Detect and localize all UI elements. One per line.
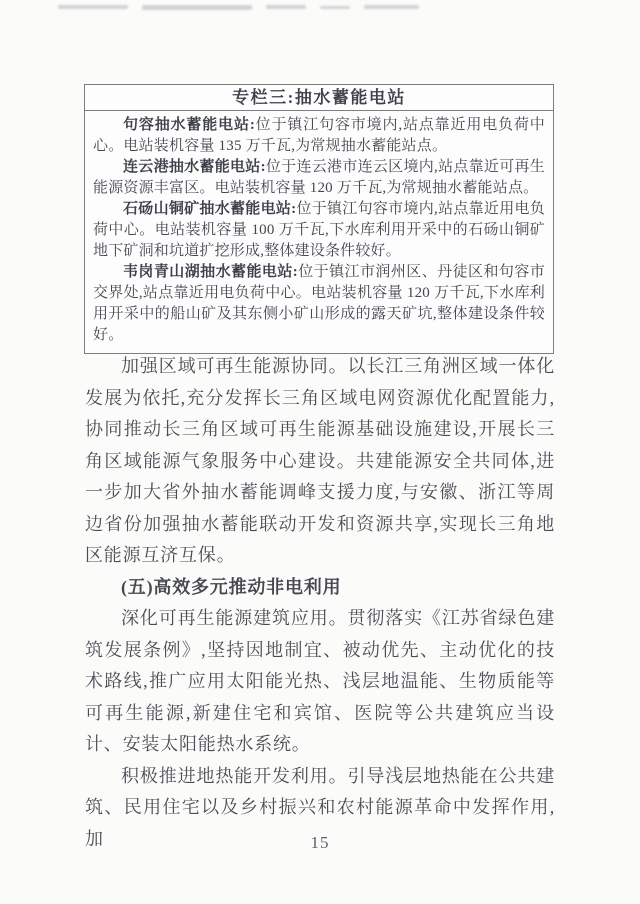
station-description: 位于镇江句容市境内,站点靠近用电负荷中心。电站装机容量 135 万千瓦,为常规抽水蓄能站点。 xyxy=(93,117,545,154)
station-entry xyxy=(93,262,545,346)
station-entry xyxy=(93,157,545,199)
body-content xyxy=(85,351,555,855)
station-name: 句容抽水蓄能电站: xyxy=(123,117,256,133)
body-paragraph-building-application: 深化可再生能源建筑应用。贯彻落实《江苏省绿色建筑发展条例》,坚持因地制宜、被动优先、主动优化的技术路线,推广应用太阳能光热、浅层地温能、生物质能等可再生能源,新建住宅和宾馆、医院等公共建筑应当设计、安装太阳能热水系统。 xyxy=(85,608,555,754)
page-number: 15 xyxy=(310,833,330,852)
scan-artifact-top xyxy=(58,3,448,11)
station-description: 位于镇江句容市境内,站点靠近用电负荷中心。电站装机容量 100 万千瓦,下水库利用开采中的石砀山铜矿地下矿洞和坑道扩挖形成,整体建设条件较好。 xyxy=(93,201,545,259)
station-name: 韦岗青山湖抽水蓄能电站: xyxy=(123,264,298,280)
station-entry xyxy=(93,115,545,157)
feature-box-body xyxy=(85,111,553,353)
station-name: 连云港抽水蓄能电站: xyxy=(123,159,266,175)
feature-box-pumped-storage xyxy=(84,84,554,354)
body-paragraph-geothermal: 积极推进地热能开发利用。引导浅层地热能在公共建筑、民用住宅以及乡村振兴和农村能源革命中发挥作用,加 xyxy=(85,765,555,849)
station-description: 位于连云港市连云区境内,站点靠近可再生能源资源丰富区。电站装机容量 120 万千瓦,为常规抽水蓄能站点。 xyxy=(93,159,545,196)
station-name: 石砀山铜矿抽水蓄能电站: xyxy=(123,201,297,217)
body-paragraph-regional-synergy: 加强区域可再生能源协同。以长江三角洲区域一体化发展为依托,充分发挥长三角区域电网资源优化配置能力,协同推动长三角区域可再生能源基础设施建设,开展长三角区域能源气象服务中心建设。共建能源安全共同体,进一步加大省外抽水蓄能调峰支援力度,与安徽、浙江等周边省份加强抽水蓄能联动开发和资源共享,实现长三角地区能源互济互保。 xyxy=(85,356,555,565)
feature-box-title: 专栏三:抽水蓄能电站 xyxy=(85,85,553,111)
section-heading-non-power-utilization: (五)高效多元推动非电利用 xyxy=(121,576,342,597)
station-entry xyxy=(93,199,545,262)
station-description: 位于镇江市润州区、丹徒区和句容市交界处,站点靠近用电负荷中心。电站装机容量 120 万千瓦,下水库利用开采中的船山矿及其东侧小矿山形成的露天矿坑,整体建设条件较好。 xyxy=(93,264,545,343)
